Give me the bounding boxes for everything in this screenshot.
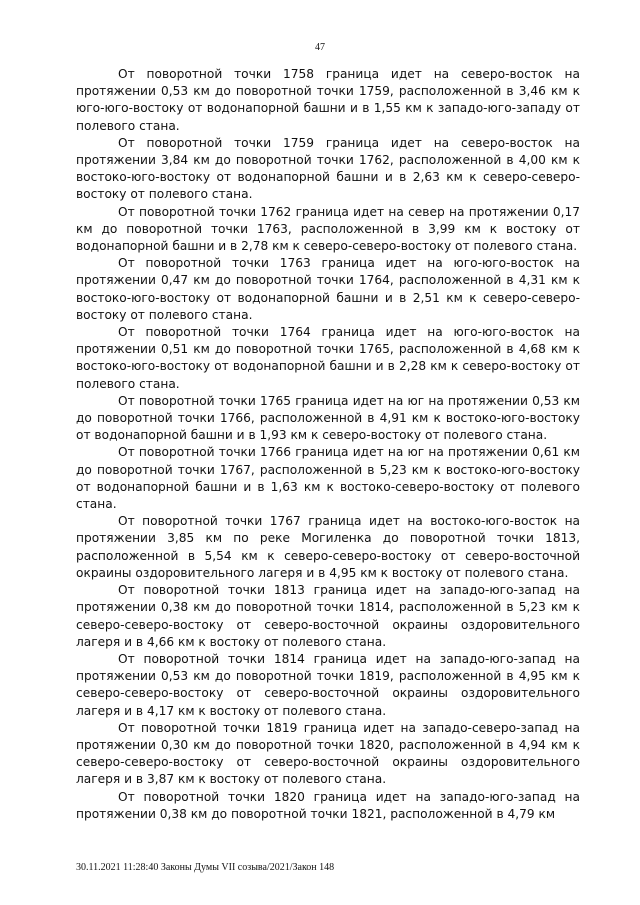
paragraph-7: От поворотной точки 1766 граница идет на юг на протяжении 0,61 км до поворотной точки 1767, расположенной в 5,23 км к востоко-юго-востоку от водонапорной башни и в 1,63 км к востоко-северо-востоку от полевого стана. xyxy=(76,445,580,512)
paragraph-1: От поворотной точки 1758 граница идет на северо-восток на протяжении 0,53 км до поворотной точки 1759, расположенной в 3,46 км к юго-юго-востоку от водонапорной башни и в 1,55 км к западо-юго-западу от полевого стана. xyxy=(76,67,580,133)
paragraph-8: От поворотной точки 1767 граница идет на востоко-юго-восток на протяжении 3,85 км по реке Могиленка до поворотной точки 1813, расположенной в 5,54 км к северо-северо-востоку от северо-восточной окраины оздоровительного лагеря и в 4,95 км к востоку от полевого стана. xyxy=(76,514,580,580)
paragraph-9: От поворотной точки 1813 граница идет на западо-юго-запад на протяжении 0,38 км до поворотной точки 1814, расположенной в 5,23 км к северо-северо-востоку от северо-восточной окраины оздоровительного лагеря и в 4,66 км к востоку от полевого стана. xyxy=(76,583,580,649)
paragraph-10: От поворотной точки 1814 граница идет на западо-юго-запад на протяжении 0,53 км до поворотной точки 1819, расположенной в 4,95 км к северо-северо-востоку от северо-восточной окраины оздоровительного лагеря и в 4,17 км к востоку от полевого стана. xyxy=(76,651,580,718)
paragraph-3: От поворотной точки 1762 граница идет на север на протяжении 0,17 км до поворотной точки 1763, расположенной в 3,99 км к востоку от водонапорной башни и в 2,78 км к северо-северо-востоку от полевого стана. xyxy=(76,204,580,254)
paragraph-12: От поворотной точки 1820 граница идет на западо-юго-запад на протяжении 0,38 км до поворотной точки 1821, расположенной в 4,79 км xyxy=(76,789,580,821)
page-number: 47 xyxy=(315,42,325,53)
paragraph-4: От поворотной точки 1763 граница идет на юго-юго-восток на протяжении 0,47 км до поворотной точки 1764, расположенной в 4,31 км к востоко-юго-востоку от водонапорной башни и в 2,51 км к северо-северо-востоку от полевого стана. xyxy=(76,256,580,322)
paragraph-6: От поворотной точки 1765 граница идет на юг на протяжении 0,53 км до поворотной точки 1766, расположенной в 4,91 км к востоко-юго-востоку от водонапорной башни и в 1,93 км к северо-востоку от полевого стана. xyxy=(76,393,580,443)
document-body xyxy=(76,66,580,823)
paragraph-11: От поворотной точки 1819 граница идет на западо-северо-запад на протяжении 0,30 км до поворотной точки 1820, расположенной в 4,94 км к северо-северо-востоку от северо-восточной окраины оздоровительного лагеря и в 3,87 км к востоку от полевого стана. xyxy=(76,720,580,787)
document-footer: 30.11.2021 11:28:40 Законы Думы VII созыва/2021/Закон 148 xyxy=(76,862,335,873)
paragraph-5: От поворотной точки 1764 граница идет на юго-юго-восток на протяжении 0,51 км до поворотной точки 1765, расположенной в 4,68 км к востоко-юго-востоку от водонапорной башни и в 2,28 км к северо-востоку от полевого стана. xyxy=(76,325,580,391)
paragraph-2: От поворотной точки 1759 граница идет на северо-восток на протяжении 3,84 км до поворотной точки 1762, расположенной в 4,00 км к востоко-юго-востоку от водонапорной башни и в 2,63 км к северо-северо-востоку от полевого стана. xyxy=(76,135,580,202)
